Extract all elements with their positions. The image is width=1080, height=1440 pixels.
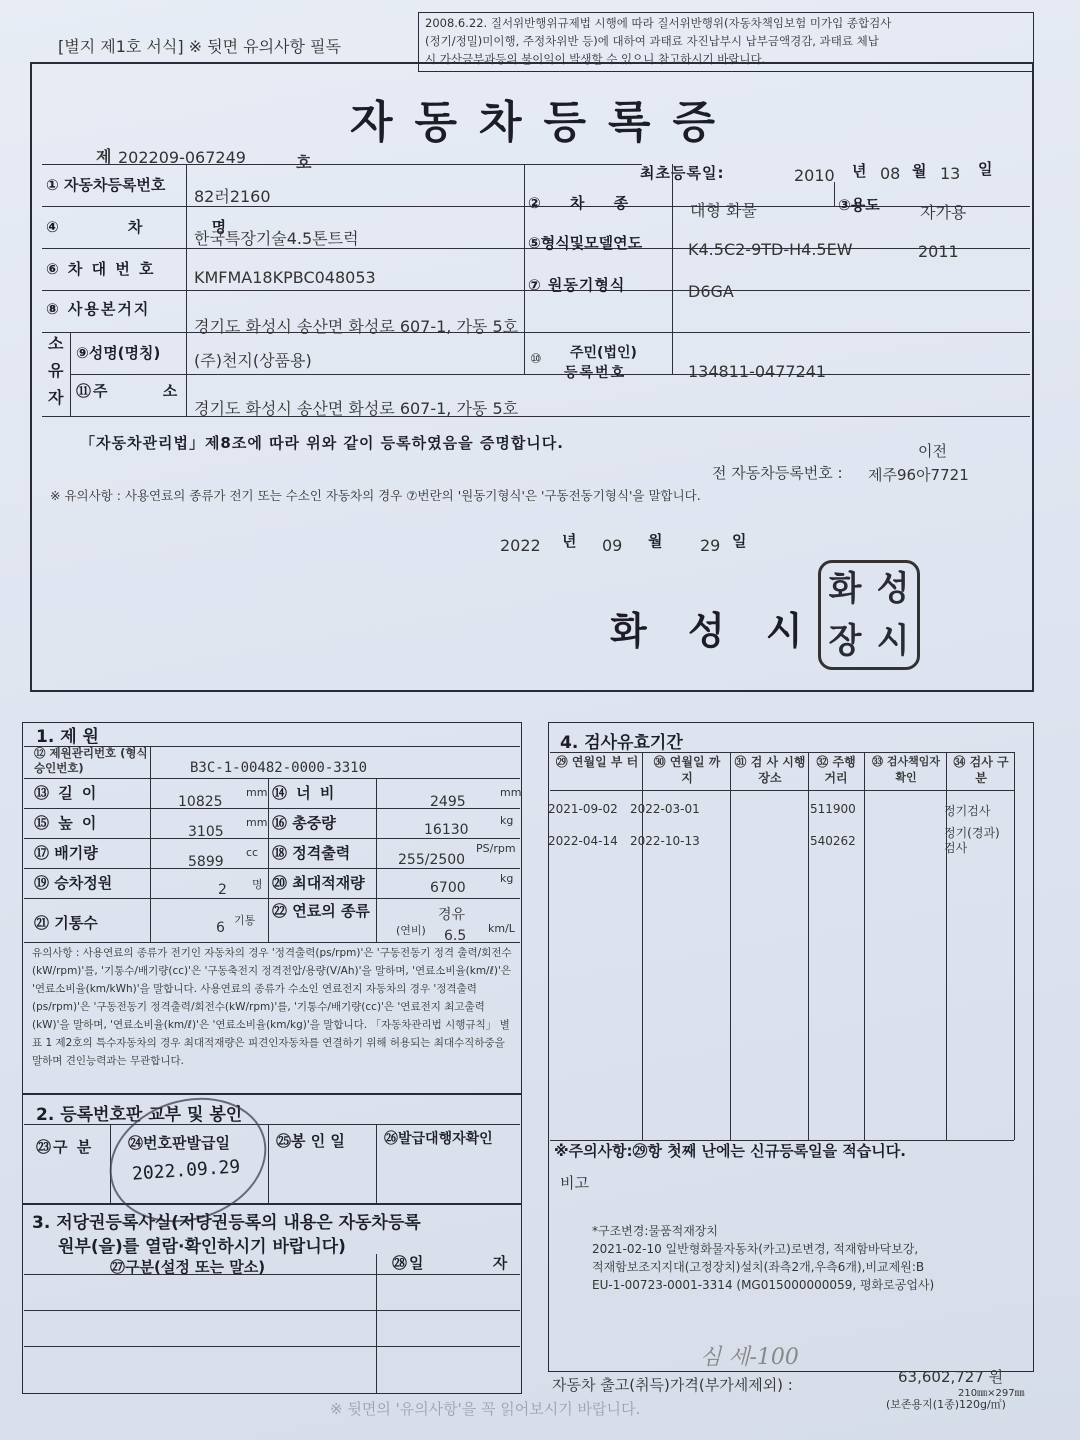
seats-label: ⑲ 승차정원 [34,874,113,892]
reg-no-label: ① 자동차등록번호 [46,176,166,194]
owner-name-value: (주)천지(상품용) [194,351,312,370]
prev-label: 이전 [918,442,947,460]
official-seal-icon: 화 성 장 시 [818,560,920,670]
name-value: 한국특장기술4.5톤트럭 [194,229,359,248]
mgmt-label: ⑫ 제원관리번호 (형식승인번호) [34,746,148,775]
load-unit: kg [500,872,514,885]
cyl-value: 6 [216,920,225,936]
kind-value: 대형 화물 [690,201,757,220]
use-label: ③용도 [838,196,880,214]
header-note-line: 2008.6.22. 질서위반행위규제법 시행에 따라 질서위반행위(자동차책임보험 미가입 종합검사 [425,16,892,30]
owner-side-label: 소유자 [48,334,64,407]
inspect-col-type: ㉞ 검사 구분 [953,755,1009,785]
paper-type: (보존용지(1종)120g/㎡) [886,1398,1006,1411]
load-label: ⑳ 최대적재량 [272,874,365,892]
header-note-line: 시 가산금부과등의 불이익이 발생할 수 있으니 참고하시기 바랍니다. [425,52,766,66]
inspect-col-from: ㉙ 연월일 부 터 [555,755,639,769]
first-reg-label: 최초등록일: [640,164,725,182]
form-header: [별지 제1호 서식] ※ 뒷면 유의사항 필독 [58,37,341,56]
reg-no-value: 82러2160 [194,187,271,206]
disp-value: 5899 [188,854,224,870]
disp-unit: cc [246,846,259,859]
inspect-row-to: 2022-10-13 [630,834,700,848]
cyl-unit: 기통 [234,914,256,927]
remarks-line: 적재함보조지지대(고정장치)설치(좌측2개,우측6개),비교제원:B [592,1260,925,1274]
issue-day-unit: 일 [732,532,749,550]
inspect-row-from: 2022-04-14 [548,834,618,848]
vin-label: ⑥ 차 대 번 호 [46,260,156,278]
address-label: ⑪주 소 [76,382,180,400]
inspect-col-officer: ㉝ 검사책임자 확인 [872,755,940,784]
remarks-label: 비고 [560,1174,589,1192]
width-value: 2495 [430,794,466,810]
owner-id-label: 주민(법인) [570,345,637,361]
inspect-row-from: 2021-09-02 [548,802,618,816]
power-label: ⑱ 정격출력 [272,844,351,862]
power-value: 255/2500 [398,852,466,868]
spec-heading: 1. 제 원 [36,727,99,747]
prev-label: 전 자동차등록번호 : [712,464,843,482]
owner-id-value: 134811-0477241 [688,362,827,381]
first-reg-year: 2010 [794,166,835,185]
load-value: 6700 [430,880,466,896]
first-reg-day-unit: 일 [978,160,995,178]
width-unit: mm [500,786,522,799]
model-year-value: 2011 [918,242,959,261]
remarks-line: *구조변경:물품적재장치 [592,1224,718,1238]
spec-caution-note: 유의사항 : 사용연료의 종류가 전기인 자동차의 경우 '정격출력(ps/rpm)'은 '구동전동기 정격 출력/회전수(kW/rpm)'를, '기통수/배기량(cc)'은 '구동축전지 정격전압/용량(V/Ah)'을 말하며, '연료소비율(km/ℓ)'은 '연료소비율(km/kWh)'을 말합니다. 사용연료의 종류가 수소인 연료전지 자동차의 경우 '정격출력(ps/rpm)'은 '구동전동기 정격출력/회전수(kW/rpm)'를, '기통수/배기량(cc)'은 '연료전지 최고출력(kW)'을 말하며, '연료소비율(km/ℓ)'은 '연료소비율(km/kg)'을 말합니다. 「자동차관리법 시행규칙」 별표 1 제2호의 특수자동차의 경우 최대적재량은 피견인자동차를 연결하기 위해 허용되는 최대수직하중을 말하며 견인능력과는 무관합니다. [32,947,512,1067]
issue-year: 2022 [500,536,541,555]
caution-top: ※ 유의사항 : 사용연료의 종류가 전기 또는 수소인 자동차의 경우 ⑦번란의 '원동기형식'은 '구동전동기형식'을 말합니다. [50,488,701,503]
eff-label: (연비) [396,924,426,937]
inspect-row-type: 정기(경과) 검사 [944,826,1000,855]
inspect-col-to: ㉚ 연월일 까 지 [653,755,721,785]
power-unit: PS/rpm [476,842,516,855]
document-title: 자동차등록증 [350,97,738,148]
first-reg-month-unit: 월 [912,162,929,180]
gvw-value: 16130 [424,822,469,838]
use-value: 자가용 [920,203,967,222]
remarks-line: 2021-02-10 일반형화물자동차(카고)로변경, 적재함바닥보강, [592,1242,919,1256]
cert-no-prefix: 제 [96,147,112,166]
prev-reg-no: 제주96아7721 [868,466,969,484]
engine-label: ⑦ 원동기형식 [528,276,626,294]
issuer-name: 화 성 시 [610,608,817,653]
inspect-col-place: ㉛ 검 사 시행장소 [734,755,806,785]
address-value: 경기도 화성시 송산면 화성로 607-1, 가동 5호 [194,399,519,418]
inspect-row-to: 2022-03-01 [630,802,700,816]
price-label: 자동차 출고(취득)가격(부가세제외) : [552,1376,793,1394]
lien-col-date: ㉘일 자 [392,1254,510,1272]
first-reg-year-unit: 년 [852,162,869,180]
inspect-col-km: ㉜ 주행 거리 [816,755,856,785]
issue-month-unit: 월 [648,532,665,550]
mgmt-value: B3C-1-00482-0000-3310 [190,760,368,776]
cyl-label: ㉑ 기통수 [34,914,98,932]
vin-value: KMFMA18KPBC048053 [194,268,376,287]
inspect-row-type: 정기검사 [944,804,991,818]
plate-col-issue: ㉔번호판발급일 [128,1134,230,1152]
eff-unit: km/L [488,922,515,935]
owner-id-label: 등록번호 [564,365,627,381]
model-label: ⑤형식및모델연도 [528,234,643,252]
inspect-row-km: 511900 [810,802,856,816]
kind-label: ② 차 종 [528,194,631,212]
owner-id-num: ⑩ [530,352,542,367]
width-label: ⑭ 너 비 [272,784,337,802]
issue-day: 29 [700,536,721,555]
length-unit: mm [246,786,268,799]
first-reg-day: 13 [940,164,961,183]
issue-year-unit: 년 [562,532,579,550]
plate-heading: 2. 등록번호판 교부 및 봉인 [36,1105,243,1125]
header-note-line: (정기/정밀)미이행, 주정차위반 등)에 대하여 과태료 자진납부시 납부금액경감, 과태료 체납 [425,34,879,48]
issue-month: 09 [602,536,623,555]
handwritten-note: 심 세-100 [700,1345,799,1370]
fuel-label: ㉒ 연료의 종류 [272,902,370,920]
certify-statement: 「자동차관리법」제8조에 따라 위와 같이 등록하였음을 증명합니다. [80,434,564,452]
height-value: 3105 [188,824,224,840]
plate-stamp-date: 2022.09.29 [131,1156,241,1185]
length-label: ⑬ 길 이 [34,784,99,802]
seats-value: 2 [218,882,227,898]
owner-name-label: ⑨성명(명칭) [76,344,161,362]
plate-col-agent: ㉖발급대행자확인 [384,1131,493,1147]
seats-unit: 명 [252,878,263,891]
base-label: ⑧ 사용본거지 [46,300,151,318]
length-value: 10825 [178,794,223,810]
remarks-line: EU-1-00723-0001-3314 (MG015000000059, 평화로공업사) [592,1278,935,1292]
paper-size: 210㎜×297㎜ [958,1388,1025,1399]
base-value: 경기도 화성시 송산면 화성로 607-1, 가동 5호 [194,317,519,336]
disp-label: ⑰ 배기량 [34,844,98,862]
cert-no-suffix: 호 [296,153,312,172]
name-label: ④ 차 명 [46,218,229,236]
model-value: K4.5C2-9TD-H4.5EW [688,240,853,259]
plate-col-type: ㉓구 분 [36,1138,94,1156]
footer-note: ※ 뒷면의 '유의사항'을 꼭 읽어보시기 바랍니다. [330,1400,641,1418]
lien-col-type: ㉗구분(설정 또는 말소) [110,1258,266,1276]
lien-heading: 3. 저당권등록사실(저당권등록의 내용은 자동차등록 [32,1213,421,1233]
plate-col-seal: ㉕봉 인 일 [276,1132,345,1150]
height-unit: mm [246,816,268,829]
price-value: 63,602,727 원 [898,1368,1004,1386]
first-reg-month: 08 [880,164,901,183]
gvw-label: ⑯ 총중량 [272,814,336,832]
cert-number: 202209-067249 [118,148,246,167]
caution-bottom: ※주의사항:㉙항 첫째 난에는 신규등록일을 적습니다. [554,1142,906,1160]
lien-heading: 원부(을)를 열람·확인하시기 바랍니다) [58,1237,346,1257]
fuel-value: 경유 [438,907,466,923]
inspection-heading: 4. 검사유효기간 [560,733,683,753]
inspect-row-km: 540262 [810,834,856,848]
eff-value: 6.5 [444,928,467,944]
gvw-unit: kg [500,814,514,827]
height-label: ⑮ 높 이 [34,814,99,832]
engine-value: D6GA [688,282,734,301]
